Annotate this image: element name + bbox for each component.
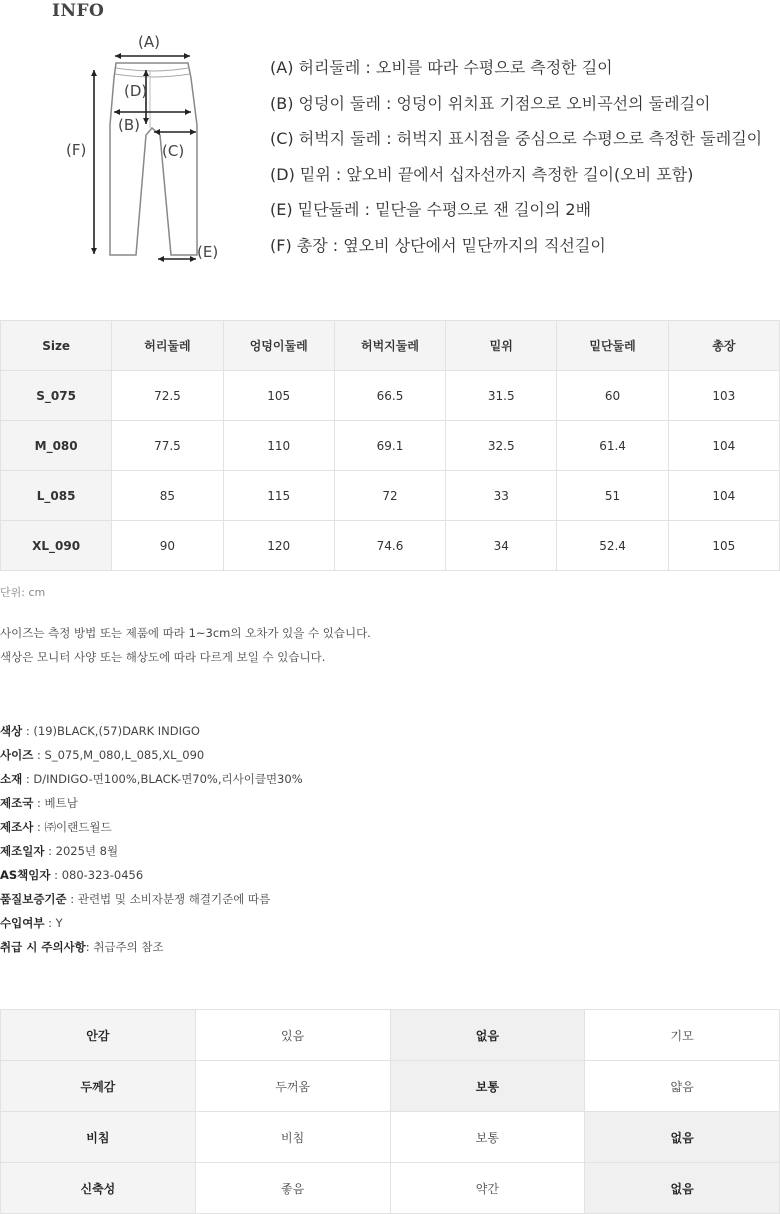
spec-manufacturer: 제조사 : ㈜이랜드월드 <box>0 820 112 834</box>
table-cell: 52.4 <box>557 521 668 571</box>
size-table-header-row <box>1 321 780 371</box>
spec-material: 소재 : D/INDIGO-면100%,BLACK-면70%,리사이클면30% <box>0 772 303 786</box>
attribute-option-selected: 없음 <box>390 1010 585 1061</box>
diagram-label-c: (C) <box>162 142 185 160</box>
attribute-row-stretch <box>1 1163 780 1214</box>
unit-label: 단위: cm <box>0 586 46 599</box>
size-cell: M_080 <box>1 421 112 471</box>
diagram-label-d: (D) <box>124 82 148 100</box>
spec-imported: 수입여부 : Y <box>0 916 63 930</box>
attribute-option-selected: 없음 <box>585 1163 780 1214</box>
attribute-option: 보통 <box>390 1112 585 1163</box>
attribute-option: 있음 <box>195 1010 390 1061</box>
diagram-label-b: (B) <box>118 116 140 134</box>
attribute-option: 얇음 <box>585 1061 780 1112</box>
table-row <box>1 371 780 421</box>
size-table-header: 밑위 <box>446 321 557 371</box>
attribute-option-selected: 보통 <box>390 1061 585 1112</box>
attribute-row-sheerness <box>1 1112 780 1163</box>
size-table-header: 허벅지둘레 <box>334 321 445 371</box>
spec-value: Y <box>55 916 63 930</box>
table-cell: 69.1 <box>334 421 445 471</box>
spec-value: ㈜이랜드월드 <box>44 820 112 834</box>
definition-c: (C) 허벅지 둘레 : 허벅지 표시점을 중심으로 수평으로 측정한 둘레길이 <box>270 129 763 148</box>
attribute-option: 약간 <box>390 1163 585 1214</box>
spec-key: 취급 시 주의사항 <box>0 940 86 954</box>
spec-key: 제조사 <box>0 820 34 834</box>
spec-key: 제조일자 <box>0 844 45 858</box>
attribute-option: 기모 <box>585 1010 780 1061</box>
size-cell: XL_090 <box>1 521 112 571</box>
table-row <box>1 521 780 571</box>
table-cell: 74.6 <box>334 521 445 571</box>
size-table <box>0 320 780 571</box>
size-table-header: Size <box>1 321 112 371</box>
table-cell: 66.5 <box>334 371 445 421</box>
measurement-definitions <box>270 56 762 269</box>
attribute-label: 두께감 <box>1 1061 196 1112</box>
attribute-label: 신축성 <box>1 1163 196 1214</box>
spec-value: 취급주의 참조 <box>93 940 164 954</box>
spec-value: 관련법 및 소비자분쟁 해결기준에 따름 <box>77 892 271 906</box>
table-cell: 120 <box>223 521 334 571</box>
attribute-label: 안감 <box>1 1010 196 1061</box>
spec-size: 사이즈 : S_075,M_080,L_085,XL_090 <box>0 748 205 762</box>
table-cell: 104 <box>668 471 779 521</box>
color-notice: 색상은 모니터 사양 또는 해상도에 따라 다르게 보일 수 있습니다. <box>0 650 326 664</box>
pants-measurement-diagram <box>60 30 230 270</box>
size-notice: 사이즈는 측정 방법 또는 제품에 따라 1~3cm의 오차가 있을 수 있습니다. <box>0 626 371 640</box>
table-cell: 31.5 <box>446 371 557 421</box>
attribute-option: 비침 <box>195 1112 390 1163</box>
definition-d: (D) 밑위 : 앞오비 끝에서 십자선까지 측정한 길이(오비 포함) <box>270 164 694 184</box>
attribute-option: 좋음 <box>195 1163 390 1214</box>
spec-manufacture-date: 제조일자 : 2025년 8월 <box>0 844 119 858</box>
spec-as-contact: AS책임자 : 080-323-0456 <box>0 868 144 882</box>
table-cell: 77.5 <box>112 421 223 471</box>
spec-value: 080-323-0456 <box>61 868 144 882</box>
table-cell: 90 <box>112 521 223 571</box>
definition-a: (A) 허리둘레 : 오비를 따라 수평으로 측정한 길이 <box>270 58 613 77</box>
table-cell: 34 <box>446 521 557 571</box>
diagram-label-a: (A) <box>138 33 160 51</box>
table-row <box>1 471 780 521</box>
table-cell: 33 <box>446 471 557 521</box>
table-row <box>1 421 780 471</box>
spec-country: 제조국 : 베트남 <box>0 796 78 810</box>
size-table-header: 밑단둘레 <box>557 321 668 371</box>
table-cell: 115 <box>223 471 334 521</box>
size-table-header: 총장 <box>668 321 779 371</box>
table-cell: 61.4 <box>557 421 668 471</box>
info-title: INFO <box>52 1 105 21</box>
table-cell: 32.5 <box>446 421 557 471</box>
size-cell: S_075 <box>1 371 112 421</box>
spec-color: 색상 : (19)BLACK,(57)DARK INDIGO <box>0 724 200 738</box>
attribute-row-lining <box>1 1010 780 1061</box>
table-cell: 51 <box>557 471 668 521</box>
attribute-row-thickness <box>1 1061 780 1112</box>
size-cell: L_085 <box>1 471 112 521</box>
spec-key: 수입여부 <box>0 916 45 930</box>
table-cell: 104 <box>668 421 779 471</box>
spec-key: 소재 <box>0 772 23 786</box>
table-cell: 110 <box>223 421 334 471</box>
spec-value: S_075,M_080,L_085,XL_090 <box>44 748 205 762</box>
size-table-header: 허리둘레 <box>112 321 223 371</box>
table-cell: 85 <box>112 471 223 521</box>
spec-key: 색상 <box>0 724 23 738</box>
attribute-option-selected: 없음 <box>585 1112 780 1163</box>
spec-key: AS책임자 <box>0 868 51 882</box>
table-cell: 72.5 <box>112 371 223 421</box>
attribute-label: 비침 <box>1 1112 196 1163</box>
attribute-option: 두꺼움 <box>195 1061 390 1112</box>
spec-key: 품질보증기준 <box>0 892 67 906</box>
table-cell: 103 <box>668 371 779 421</box>
spec-care: 취급 시 주의사항: 취급주의 참조 <box>0 940 164 954</box>
definition-e: (E) 밑단둘레 : 밑단을 수평으로 잰 길이의 2배 <box>270 200 592 219</box>
spec-value: (19)BLACK,(57)DARK INDIGO <box>33 724 200 738</box>
table-cell: 72 <box>334 471 445 521</box>
diagram-label-e: (E) <box>197 243 219 261</box>
spec-quality-standard: 품질보증기준 : 관련법 및 소비자분쟁 해결기준에 따름 <box>0 892 271 906</box>
size-table-header: 엉덩이둘레 <box>223 321 334 371</box>
spec-key: 사이즈 <box>0 748 34 762</box>
definition-b: (B) 엉덩이 둘레 : 엉덩이 위치표 기점으로 오비곡선의 둘레길이 <box>270 93 711 113</box>
attribute-table <box>0 1009 780 1214</box>
spec-value: 2025년 8월 <box>55 844 119 858</box>
definition-f: (F) 총장 : 옆오비 상단에서 밑단까지의 직선길이 <box>270 235 606 255</box>
table-cell: 105 <box>668 521 779 571</box>
spec-value: D/INDIGO-면100%,BLACK-면70%,리사이클면30% <box>33 772 303 786</box>
diagram-label-f: (F) <box>66 141 87 159</box>
table-cell: 60 <box>557 371 668 421</box>
table-cell: 105 <box>223 371 334 421</box>
spec-value: 베트남 <box>44 796 78 810</box>
spec-key: 제조국 <box>0 796 34 810</box>
